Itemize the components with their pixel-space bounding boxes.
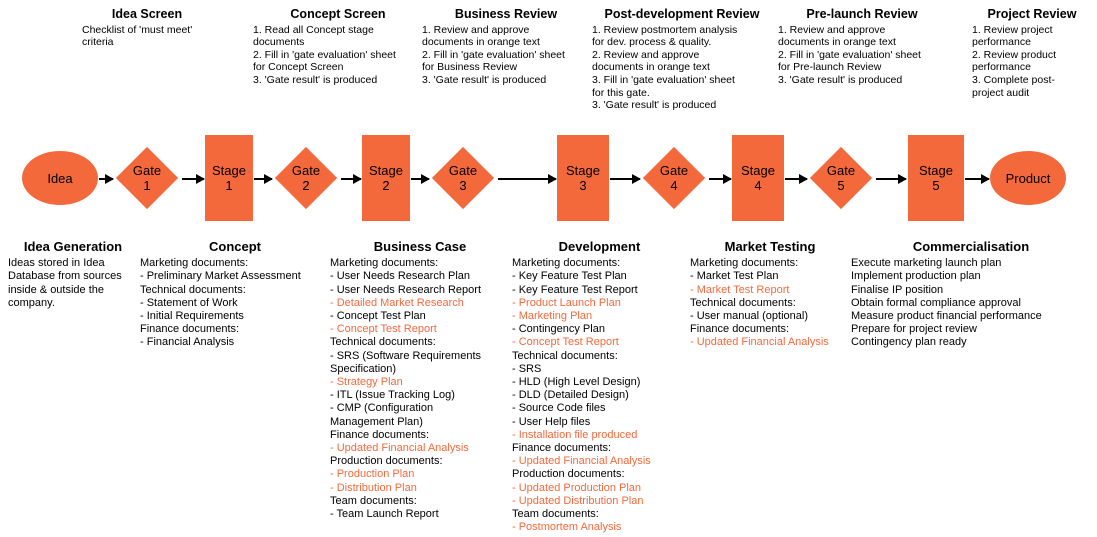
bottom-column-line: Finance documents: (140, 323, 240, 336)
top-note-line: 3. 'Gate result' is produced (592, 99, 717, 112)
flow-node-product[interactable] (990, 151, 1066, 205)
flow-node-label: Gate (659, 163, 689, 178)
flow-node-stage-5[interactable] (908, 135, 964, 221)
bottom-column-line: - User Needs Research Report (330, 283, 482, 296)
bottom-column-line: - Updated Financial Analysis (690, 336, 829, 349)
flow-node-sublabel: 5 (837, 178, 845, 193)
bottom-column-line: - Key Feature Test Plan (512, 270, 627, 283)
top-note-title: Idea Screen (111, 7, 183, 21)
top-note-line: 3. 'Gate result' is produced (422, 73, 547, 86)
top-note-line: performance (972, 61, 1031, 74)
bottom-column-market-testing (690, 240, 850, 350)
bottom-column-line: - Updated Financial Analysis (330, 442, 469, 455)
flow-node-gate-5[interactable] (807, 144, 875, 212)
top-note-line: documents (253, 36, 305, 49)
flow-arrow (99, 178, 113, 180)
top-note-post-development-review (592, 8, 772, 112)
bottom-column-line: Execute marketing launch plan (851, 257, 1002, 270)
top-note-line: 3. 'Gate result' is produced (253, 73, 378, 86)
top-note-line: documents in orange text (592, 61, 710, 74)
bottom-column-line: - Market Test Plan (690, 270, 779, 283)
bottom-column-line: - User Needs Research Plan (330, 270, 471, 283)
flow-node-stage-1[interactable] (205, 135, 253, 221)
top-note-line: documents in orange text (778, 36, 896, 49)
top-note-title: Business Review (454, 7, 558, 21)
flow-node-sublabel: 4 (754, 178, 762, 193)
bottom-column-line: Measure product financial performance (851, 310, 1042, 323)
bottom-column-line: - DLD (Detailed Design) (512, 389, 629, 402)
flow-arrow (254, 178, 272, 180)
bottom-column-line: - SRS (512, 362, 542, 375)
top-note-line: 3. Complete post- (972, 73, 1055, 86)
top-note-line: 2. Review and approve (592, 48, 700, 61)
bottom-column-line: - Concept Test Report (330, 323, 437, 336)
flow-node-stage-2[interactable] (362, 135, 410, 221)
bottom-column-line: - Postmortem Analysis (512, 521, 622, 534)
bottom-column-line: Marketing documents: (140, 257, 249, 270)
top-note-line: 2. Fill in 'gate evaluation' sheet (422, 48, 565, 61)
flow-node-sublabel: 3 (579, 178, 587, 193)
flow-node-label-group (827, 163, 855, 193)
bottom-column-line: - Statement of Work (140, 296, 238, 309)
flow-node-label-group (660, 163, 688, 193)
bottom-column-line: - User Help files (512, 415, 591, 428)
flow-node-sublabel: 3 (459, 178, 467, 193)
flow-arrow (182, 178, 204, 180)
bottom-column-title: Development (558, 239, 641, 254)
flow-arrow (709, 178, 731, 180)
flow-arrow (610, 178, 640, 180)
flow-node-label: Gate (826, 163, 856, 178)
top-note-title: Concept Screen (290, 7, 386, 21)
flow-node-stage-4[interactable] (732, 135, 784, 221)
flow-node-sublabel: 2 (302, 178, 310, 193)
bottom-column-line: - Production Plan (330, 468, 415, 481)
bottom-column-line: Prepare for project review (851, 323, 977, 336)
top-note-pre-launch-review (778, 8, 946, 87)
flow-node-sublabel: 4 (670, 178, 678, 193)
flow-arrow (785, 178, 807, 180)
flow-node-label: Stage (212, 163, 246, 178)
bottom-column-line: - Detailed Market Research (330, 296, 464, 309)
bottom-column-line: Management Plan) (330, 415, 423, 428)
bottom-column-line: - Concept Test Report (512, 336, 619, 349)
bottom-column-line: - SRS (Software Requirements (330, 349, 481, 362)
top-note-line: 1. Review postmortem analysis (592, 23, 738, 36)
bottom-column-line: Team documents: (330, 494, 417, 507)
bottom-column-concept (140, 240, 330, 350)
top-note-title: Pre-launch Review (806, 7, 918, 21)
flow-node-label-group (292, 163, 320, 193)
top-note-line: for Business Review (422, 61, 518, 74)
bottom-column-line: Implement production plan (851, 270, 981, 283)
flow-node-label-group (133, 163, 161, 193)
bottom-column-line: Technical documents: (690, 296, 796, 309)
top-note-line: 1. Review and approve (422, 23, 530, 36)
flow-node-label: Product (1005, 170, 1051, 186)
bottom-column-line: - Distribution Plan (330, 481, 417, 494)
top-note-line: for this gate. (592, 86, 650, 99)
bottom-column-line: Technical documents: (140, 283, 246, 296)
bottom-column-line: - Installation file produced (512, 428, 638, 441)
bottom-column-line: Obtain formal compliance approval (851, 296, 1021, 309)
flow-node-sublabel: 5 (932, 178, 940, 193)
bottom-column-line: Finance documents: (330, 428, 430, 441)
bottom-column-line: - Updated Production Plan (512, 481, 642, 494)
bottom-column-business-case (330, 240, 510, 521)
top-note-line: for Pre-launch Review (778, 61, 882, 74)
flow-node-label-group (449, 163, 477, 193)
top-note-business-review (422, 8, 590, 87)
bottom-column-title: Market Testing (724, 239, 816, 254)
bottom-column-line: - ITL (Issue Tracking Log) (330, 389, 455, 402)
top-note-line: 1. Review and approve (778, 23, 886, 36)
top-note-title: Project Review (987, 7, 1077, 21)
bottom-column-line: - Contingency Plan (512, 323, 605, 336)
flow-node-label: Stage (369, 163, 403, 178)
flow-node-idea[interactable] (22, 151, 98, 205)
bottom-column-line: - Concept Test Plan (330, 310, 426, 323)
bottom-column-development (512, 240, 687, 534)
flow-node-label: Idea (47, 170, 73, 186)
bottom-column-line: - Strategy Plan (330, 376, 403, 389)
flow-arrow (965, 178, 989, 180)
flow-arrow (498, 178, 556, 180)
bottom-column-line: - Updated Financial Analysis (512, 455, 651, 468)
top-note-line: criteria (82, 36, 114, 49)
top-note-line: performance (972, 36, 1031, 49)
bottom-column-line: - Marketing Plan (512, 310, 593, 323)
bottom-column-line: Technical documents: (512, 349, 618, 362)
top-note-concept-screen (253, 8, 423, 87)
bottom-column-line: - CMP (Configuration (330, 402, 434, 415)
bottom-column-line: Marketing documents: (690, 257, 799, 270)
bottom-column-line: - Initial Requirements (140, 310, 244, 323)
flow-node-sublabel: 1 (143, 178, 151, 193)
bottom-column-line: - Key Feature Test Report (512, 283, 638, 296)
bottom-column-line: Ideas stored in Idea (8, 257, 105, 270)
flow-node-gate-2[interactable] (272, 144, 340, 212)
bottom-column-line: Production documents: (512, 468, 625, 481)
top-note-line: 3. Fill in 'gate evaluation' sheet (592, 73, 735, 86)
top-note-project-review (972, 8, 1092, 99)
bottom-column-line: Database from sources (8, 270, 122, 283)
top-note-idea-screen (82, 8, 212, 49)
top-note-title: Post-development Review (604, 7, 760, 21)
top-note-line: for Concept Screen (253, 61, 344, 74)
flow-node-stage-3[interactable] (557, 135, 609, 221)
flow-node-label: Stage (741, 163, 775, 178)
bottom-column-line: Specification) (330, 362, 397, 375)
flow-arrow (341, 178, 361, 180)
top-note-line: 3. 'Gate result' is produced (778, 73, 903, 86)
top-note-line: project audit (972, 86, 1030, 99)
top-note-line: 2. Fill in 'gate evaluation' sheet (253, 48, 396, 61)
flow-node-label: Gate (291, 163, 321, 178)
bottom-column-line: - Team Launch Report (330, 508, 439, 521)
flow-arrow (876, 178, 906, 180)
top-note-line: documents in orange text (422, 36, 540, 49)
bottom-column-idea-generation (8, 240, 138, 310)
bottom-column-title: Commercialisation (912, 239, 1030, 254)
top-note-line: Checklist of 'must meet' (82, 23, 193, 36)
bottom-column-line: Marketing documents: (512, 257, 621, 270)
flow-node-label: Gate (448, 163, 478, 178)
bottom-column-line: - Preliminary Market Assessment (140, 270, 301, 283)
top-note-line: 2. Review product (972, 48, 1057, 61)
bottom-column-line: - Product Launch Plan (512, 296, 621, 309)
bottom-column-line: Finalise IP position (851, 283, 944, 296)
bottom-column-line: Contingency plan ready (851, 336, 967, 349)
bottom-column-commercialisation (851, 240, 1091, 350)
bottom-column-title: Concept (209, 239, 261, 254)
bottom-column-line: Technical documents: (330, 336, 436, 349)
bottom-column-line: - Financial Analysis (140, 336, 235, 349)
flow-node-label: Stage (919, 163, 953, 178)
bottom-column-line: Finance documents: (690, 323, 790, 336)
top-note-line: 2. Fill in 'gate evaluation' sheet (778, 48, 921, 61)
bottom-column-line: inside & outside the (8, 283, 105, 296)
bottom-column-line: Production documents: (330, 455, 443, 468)
bottom-column-line: company. (8, 296, 55, 309)
flow-arrow (411, 178, 429, 180)
flow-node-gate-4[interactable] (640, 144, 708, 212)
bottom-column-line: - HLD (High Level Design) (512, 376, 641, 389)
bottom-column-line: - Source Code files (512, 402, 606, 415)
flow-node-gate-3[interactable] (429, 144, 497, 212)
bottom-column-line: Team documents: (512, 508, 599, 521)
bottom-column-line: - User manual (optional) (690, 310, 808, 323)
bottom-column-line: - Updated Distribution Plan (512, 494, 644, 507)
bottom-column-line: Finance documents: (512, 442, 612, 455)
top-note-line: for dev. process & quality. (592, 36, 712, 49)
flow-node-label: Stage (566, 163, 600, 178)
process-flow (0, 126, 1097, 234)
top-note-line: 1. Read all Concept stage (253, 23, 374, 36)
flow-node-gate-1[interactable] (113, 144, 181, 212)
bottom-column-line: - Market Test Report (690, 283, 790, 296)
flow-node-sublabel: 2 (382, 178, 390, 193)
bottom-column-title: Business Case (373, 239, 467, 254)
top-note-line: 1. Review project (972, 23, 1053, 36)
bottom-column-line: Marketing documents: (330, 257, 439, 270)
flow-node-sublabel: 1 (225, 178, 233, 193)
flow-node-label: Gate (132, 163, 162, 178)
bottom-column-title: Idea Generation (23, 239, 123, 254)
